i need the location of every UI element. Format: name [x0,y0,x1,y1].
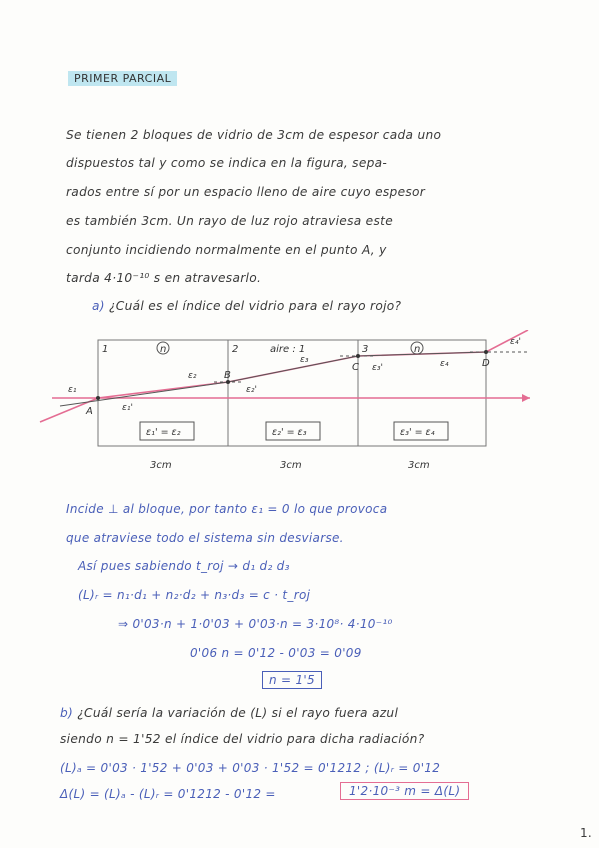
question-b-text-1: ¿Cuál sería la variación de (L) si el rayo fuera azul [77,706,399,720]
angle-3p: ε₃' [372,363,383,373]
equality-1: ε₁' = ε₂ [146,427,181,438]
solution-a-line-6: 0'06 n = 0'12 - 0'03 = 0'09 [190,646,362,660]
medium-label-3: n [414,344,421,355]
block-number-3: 3 [362,344,369,355]
angle-4: ε₄ [440,359,449,369]
equality-3: ε₃' = ε₄ [400,427,435,438]
solution-a-line-2: que atraviese todo el sistema sin desviarse. [66,531,344,545]
page-title: PRIMER PARCIAL [68,71,177,86]
question-a [92,299,401,313]
angle-2: ε₂ [188,371,197,381]
question-b-line-2: siendo n = 1'52 el índice del vidrio para dicha radiación? [60,732,425,746]
problem-line-4: es también 3cm. Un rayo de luz rojo atraviesa este [66,214,393,228]
solution-a-line-5: ⇒ 0'03·n + 1·0'03 + 0'03·n = 3·10⁸· 4·10⁻¹⁰ [118,617,393,631]
solution-b-line-2: Δ(L) = (L)ₐ - (L)ᵣ = 0'1212 - 0'12 = [60,787,276,801]
width-1: 3cm [150,460,172,471]
problem-line-1: Se tienen 2 bloques de vidrio de 3cm de espesor cada uno [66,128,442,142]
problem-line-5: conjunto incidiendo normalmente en el punto A, y [66,243,387,257]
solution-a-line-4: (L)ᵣ = n₁·d₁ + n₂·d₂ + n₃·d₃ = c · t_roj [78,588,311,602]
solution-a-line-1: Incide ⊥ al bloque, por tanto ε₁ = 0 lo que provoca [66,502,388,516]
solution-a-result: n = 1'5 [262,671,322,689]
refraction-figure [0,330,599,480]
medium-label-1: n [160,344,167,355]
angle-3: ε₃ [300,355,309,365]
width-3: 3cm [408,460,430,471]
point-b: B [224,370,231,381]
solution-a-line-3: Así pues sabiendo t_roj → d₁ d₂ d₃ [78,559,290,573]
question-a-text: ¿Cuál es el índice del vidrio para el rayo rojo? [109,299,402,313]
problem-line-6: tarda 4·10⁻¹⁰ s en atravesarlo. [66,271,262,285]
angle-4p: ε₄' [510,337,521,347]
block-number-2: 2 [232,344,239,355]
block-number-1: 1 [102,344,109,355]
width-2: 3cm [280,460,302,471]
question-b-line-1 [60,706,398,720]
point-c: C [352,362,359,373]
angle-2p: ε₂' [246,385,257,395]
equality-2: ε₂' = ε₃ [272,427,307,438]
page-number: 1. [580,826,593,840]
angle-1p: ε₁' [122,403,133,413]
medium-label-2: aire : 1 [270,344,306,355]
problem-line-2: dispuestos tal y como se indica en la figura, sepa- [66,156,388,170]
point-d: D [482,358,490,369]
point-a: A [86,406,93,417]
angle-1: ε₁ [68,385,77,395]
problem-line-3: rados entre sí por un espacio lleno de aire cuyo espesor [66,185,426,199]
solution-b-line-1: (L)ₐ = 0'03 · 1'52 + 0'03 + 0'03 · 1'52 = 0'1212 ; (L)ᵣ = 0'12 [60,761,441,775]
question-b-label: b) [60,706,74,720]
solution-b-result: 1'2·10⁻³ m = Δ(L) [340,782,469,800]
question-a-label: a) [92,299,105,313]
